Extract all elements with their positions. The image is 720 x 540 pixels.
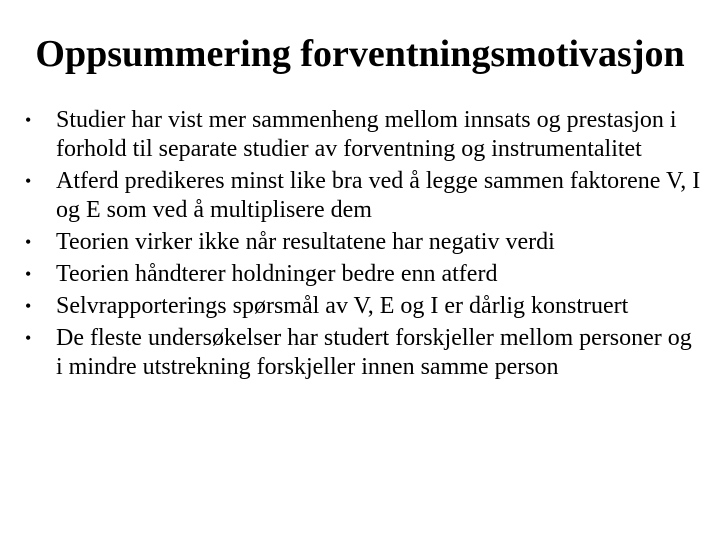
bullet-point-icon: • [25, 296, 32, 316]
bullet-item [0, 106, 720, 164]
bullet-item [0, 324, 720, 382]
bullet-text: Atferd predikeres minst like bra ved å legge sammen faktorene V, I og E som ved å multiplisere dem [56, 168, 701, 223]
bullet-point-icon: • [25, 264, 32, 284]
bullet-text: Studier har vist mer sammenheng mellom innsats og prestasjon i forhold til separate studier av forventning og instrumentalitet [56, 107, 677, 162]
bullet-item [0, 167, 720, 225]
bullet-point-icon: • [25, 328, 32, 348]
bullet-list [0, 106, 720, 385]
bullet-point-icon: • [25, 110, 32, 130]
bullet-point-icon: • [25, 232, 32, 252]
bullet-item [0, 228, 720, 257]
bullet-text: Selvrapporterings spørsmål av V, E og I er dårlig konstruert [56, 293, 629, 319]
slide-title: Oppsummering forventningsmotivasjon [35, 33, 685, 75]
bullet-text: Teorien virker ikke når resultatene har negativ verdi [56, 229, 555, 255]
bullet-text: Teorien håndterer holdninger bedre enn atferd [56, 261, 498, 287]
bullet-item [0, 292, 720, 321]
bullet-text: De fleste undersøkelser har studert forskjeller mellom personer og i mindre utstrekning forskjeller innen samme person [56, 325, 692, 380]
bullet-item [0, 260, 720, 289]
bullet-point-icon: • [25, 171, 32, 191]
